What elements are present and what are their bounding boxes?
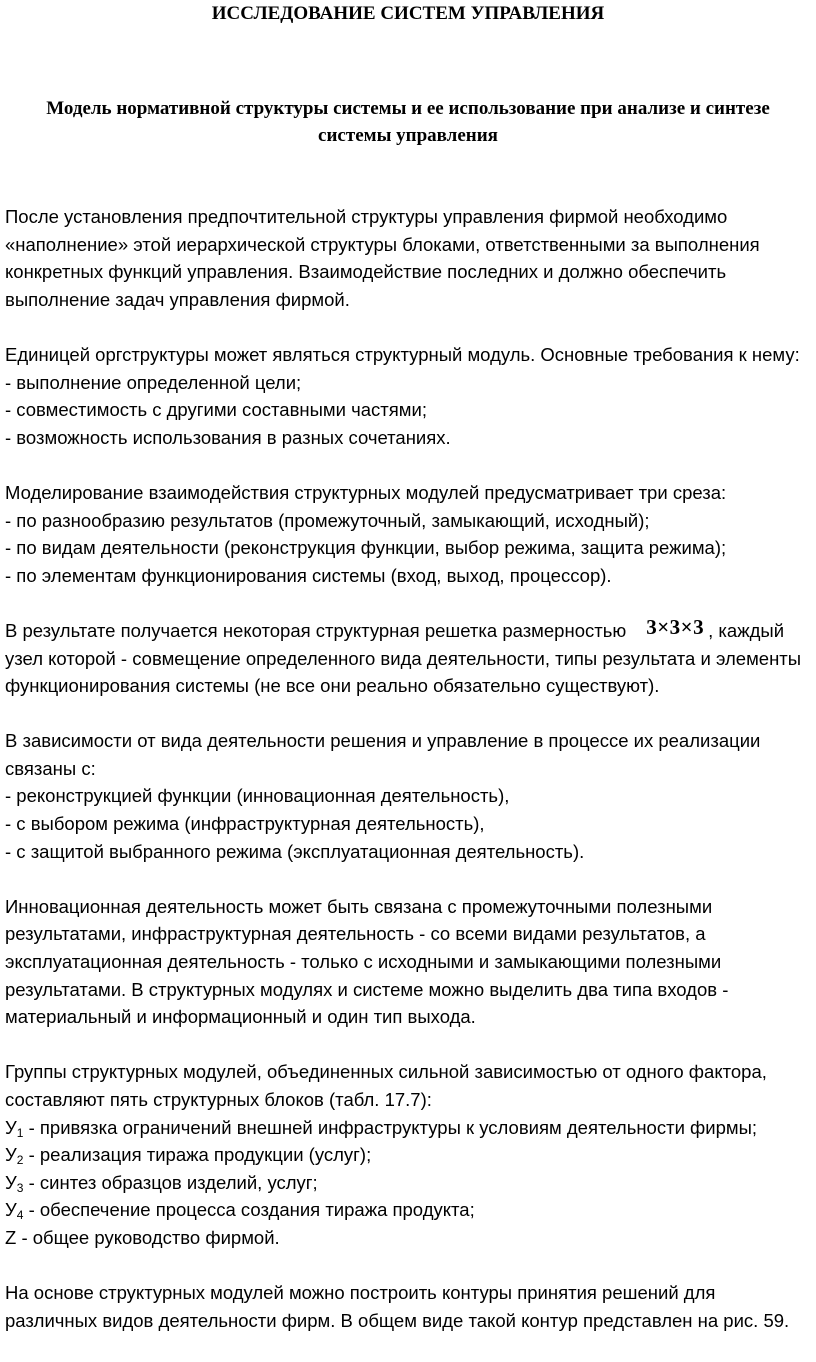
block-symbol: У: [5, 1171, 17, 1193]
text-line: «наполнение» этой иерархической структуры блоками, ответственными за выполнения: [5, 233, 760, 255]
dimension-formula: 3×3×3: [646, 614, 705, 639]
block-symbol: У: [5, 1116, 17, 1138]
text-line: конкретных функций управления. Взаимодействие последних и должно обеспечить: [5, 261, 727, 283]
block-text: - синтез образцов изделий, услуг;: [23, 1171, 318, 1193]
subtitle-line: системы управления: [318, 125, 498, 146]
paragraph-7: [5, 1058, 813, 1251]
block-symbol: У: [5, 1199, 17, 1221]
text-line: Инновационная деятельность может быть связана с промежуточными полезными: [5, 895, 713, 917]
list-item: - выполнение определенной цели;: [5, 371, 302, 393]
list-item: - с выбором режима (инфраструктурная деятельность),: [5, 813, 485, 835]
list-item: - по видам деятельности (реконструкция функции, выбор режима, защита режима);: [5, 537, 727, 559]
paragraph-5: [5, 727, 813, 865]
text-line: результатами, инфраструктурная деятельность - со всеми видами результатов, а: [5, 923, 706, 945]
block-item: [5, 1196, 813, 1224]
text-line: различных видов деятельности фирм. В общем виде такой контур представлен на рис. 59.: [5, 1309, 790, 1331]
block-text: - обеспечение процесса создания тиража продукта;: [23, 1199, 475, 1221]
list-item: - возможность использования в разных сочетаниях.: [5, 426, 451, 448]
block-text: - реализация тиража продукции (услуг);: [23, 1144, 372, 1166]
text-line: результатами. В структурных модулях и системе можно выделить два типа входов -: [5, 978, 729, 1000]
paragraph-3: [5, 479, 813, 589]
block-index: 2: [16, 1153, 24, 1168]
text-line: Единицей оргструктуры может являться структурный модуль. Основные требования к нему:: [5, 343, 800, 365]
paragraph-8: [5, 1279, 813, 1334]
block-text: - привязка ограничений внешней инфраструктуры к условиям деятельности фирмы;: [23, 1116, 758, 1138]
document-body: [5, 203, 813, 1362]
text-line: Моделирование взаимодействия структурных модулей предусматривает три среза:: [5, 481, 727, 503]
text-line: В зависимости от вида деятельности решения и управление в процессе их реализации: [5, 730, 761, 752]
block-index: 1: [16, 1125, 24, 1140]
text-line: [5, 614, 813, 645]
list-item: - совместимость с другими составными частями;: [5, 399, 427, 421]
paragraph-4: [5, 614, 813, 700]
paragraph-6: [5, 893, 813, 1031]
paragraph-1: [5, 203, 813, 313]
list-item: - по разнообразию результатов (промежуточный, замыкающий, исходный);: [5, 509, 650, 531]
text-line: После установления предпочтительной структуры управления фирмой необходимо: [5, 206, 728, 227]
text-line: материальный и информационный и один тип выхода.: [5, 1006, 476, 1028]
block-item: [5, 1141, 813, 1169]
text-line: На основе структурных модулей можно построить контуры принятия решений для: [5, 1282, 716, 1304]
text-fragment: , каждый: [708, 619, 785, 641]
list-item: - реконструкцией функции (инновационная деятельность),: [5, 785, 510, 807]
text-line: Группы структурных модулей, объединенных сильной зависимостью от одного фактора,: [5, 1061, 767, 1083]
text-line: связаны с:: [5, 757, 96, 779]
section-subtitle: [10, 95, 806, 149]
text-line: составляют пять структурных блоков (табл. 17.7):: [5, 1089, 432, 1110]
document-title: ИССЛЕДОВАНИЕ СИСТЕМ УПРАВЛЕНИЯ: [211, 3, 605, 24]
paragraph-2: [5, 341, 813, 451]
block-index: 4: [16, 1208, 24, 1223]
list-item: - по элементам функционирования системы (вход, выход, процессор).: [5, 564, 612, 586]
block-item: [5, 1169, 813, 1197]
block-item: Z - общее руководство фирмой.: [5, 1226, 280, 1248]
list-item: - с защитой выбранного режима (эксплуатационная деятельность).: [5, 840, 585, 862]
block-symbol: У: [5, 1144, 17, 1166]
subtitle-line: Модель нормативной структуры системы и ее использование при анализе и синтезе: [46, 98, 770, 119]
text-fragment: В результате получается некоторая структурная решетка размерностью: [5, 619, 627, 641]
text-line: эксплуатационная деятельность - только с исходными и замыкающими полезными: [5, 951, 722, 973]
text-line: узел которой - совмещение определенного вида деятельности, типы результата и элементы: [5, 647, 802, 669]
block-index: 3: [16, 1180, 24, 1195]
text-line: функционирования системы (не все они реально обязательно существуют).: [5, 675, 660, 697]
text-line: выполнение задач управления фирмой.: [5, 288, 350, 310]
block-item: [5, 1114, 813, 1142]
